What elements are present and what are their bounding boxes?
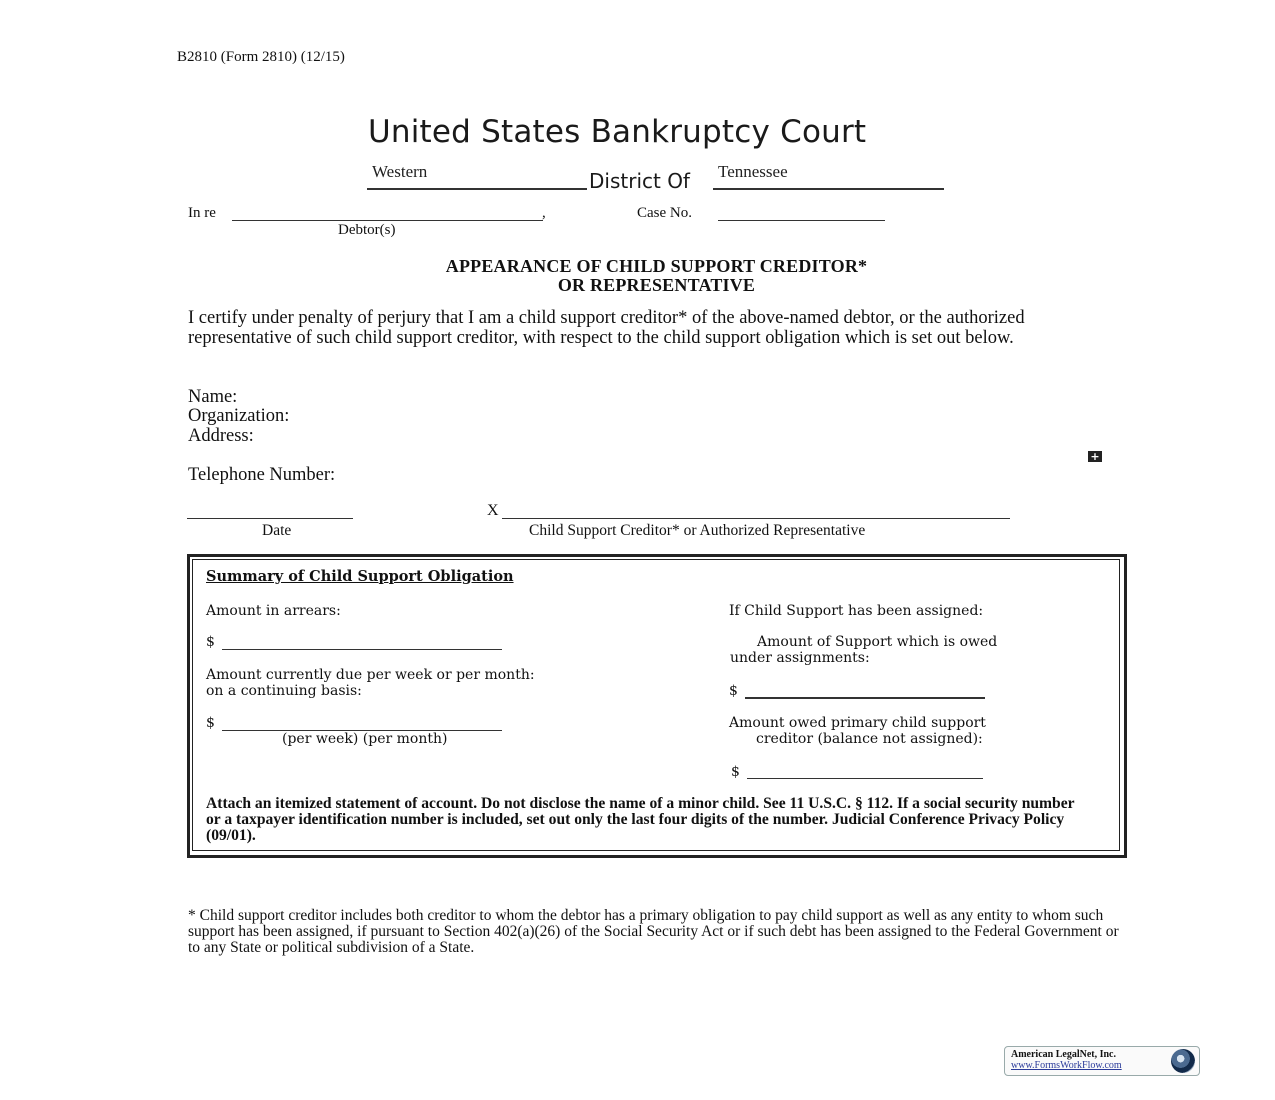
signature-field[interactable] <box>502 518 1010 519</box>
period-caption: (per week) (per month) <box>282 731 448 747</box>
primary-owed-currency: $ <box>731 764 740 780</box>
summary-heading: Summary of Child Support Obligation <box>206 568 514 585</box>
in-re-comma: , <box>542 205 546 221</box>
case-number-field[interactable] <box>718 220 885 221</box>
name-label: Name: <box>188 387 238 407</box>
telephone-label: Telephone Number: <box>188 465 336 485</box>
district-prefix-underline <box>367 188 587 190</box>
address-label: Address: <box>188 426 254 446</box>
current-due-label-line2: on a continuing basis: <box>206 683 362 699</box>
owed-under-assignments-field[interactable] <box>745 697 985 699</box>
footnote-text: * Child support creditor includes both creditor to whom the debtor has a primary obligation to pay child support as well as any entity to whom such support has been assigned, if pursuant to Section 402(a)(26) of the Social Security Act or if such debt has been assigned to the Federal Government or to any State or political subdivision of a State. <box>188 907 1119 956</box>
current-due-label-line1: Amount currently due per week or per month: <box>206 667 535 683</box>
owed-under-assignments-line2: under assignments: <box>730 650 870 666</box>
form-title-line2: OR REPRESENTATIVE <box>557 275 756 295</box>
branding-url-link[interactable]: www.FormsWorkFlow.com <box>1011 1060 1122 1071</box>
state-field[interactable]: Tennessee <box>718 162 788 181</box>
arrears-amount-field[interactable] <box>222 649 502 650</box>
in-re-label: In re <box>188 205 216 221</box>
form-title-line1: APPEARANCE OF CHILD SUPPORT CREDITOR* <box>445 256 868 276</box>
court-title: United States Bankruptcy Court <box>368 114 867 150</box>
primary-owed-line2: creditor (balance not assigned): <box>756 731 983 747</box>
form-number: B2810 (Form 2810) (12/15) <box>177 49 345 65</box>
plus-icon: + <box>1090 450 1100 463</box>
owed-under-assignments-line1: Amount of Support which is owed <box>757 634 998 650</box>
date-field[interactable] <box>187 518 353 519</box>
case-no-label: Case No. <box>637 205 692 221</box>
debtor-name-field[interactable] <box>232 220 543 221</box>
primary-owed-line1: Amount owed primary child support <box>729 715 986 731</box>
privacy-notice: Attach an itemized statement of account. Do not disclose the name of a minor child. See 11 U.S.C. § 112. If a social security number or a taxpayer identification number is included, set out only the last four digits of the number. Judicial Conference Privacy Policy (09/01). <box>206 795 1075 844</box>
arrears-label: Amount in arrears: <box>206 603 341 619</box>
state-underline <box>713 188 944 190</box>
arrears-currency: $ <box>206 634 215 650</box>
add-field-button[interactable] <box>1088 451 1102 462</box>
certification-text: I certify under penalty of perjury that I am a child support creditor* of the above-named debtor, or the authorized representative of such child support creditor, with respect to the child support obligation which is set out below. <box>188 308 1025 348</box>
date-caption: Date <box>262 522 292 539</box>
branding-logo[interactable] <box>1004 1046 1200 1076</box>
primary-owed-field[interactable] <box>747 778 983 779</box>
debtor-caption: Debtor(s) <box>338 222 396 238</box>
signer-caption: Child Support Creditor* or Authorized Representative <box>529 522 866 539</box>
current-due-currency: $ <box>206 715 215 731</box>
district-label: District Of <box>589 169 690 193</box>
assigned-label: If Child Support has been assigned: <box>729 603 984 619</box>
branding-company: American LegalNet, Inc. <box>1011 1049 1116 1060</box>
district-prefix-field[interactable]: Western <box>372 162 428 181</box>
owed-under-assignments-currency: $ <box>729 683 738 699</box>
signature-x-mark: X <box>487 502 499 519</box>
organization-label: Organization: <box>188 406 290 426</box>
globe-icon <box>1171 1049 1195 1073</box>
